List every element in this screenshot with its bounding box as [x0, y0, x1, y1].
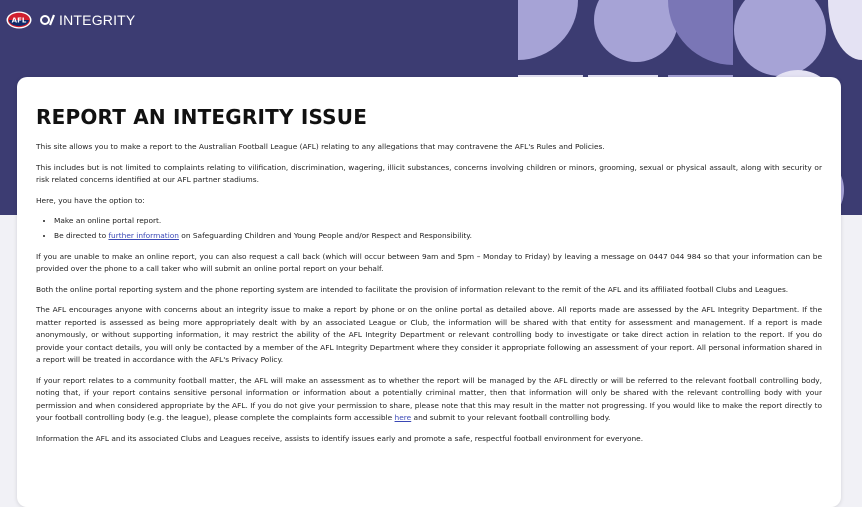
- further-information-link[interactable]: further information: [108, 231, 179, 240]
- community-paragraph: [36, 375, 822, 425]
- integrity-label: INTEGRITY: [59, 12, 136, 28]
- closing-paragraph: Information the AFL and its associated Clubs and Leagues receive, assists to identify issues early and promote a safe, respectful football environment for everyone.: [36, 433, 644, 443]
- page-title: REPORT AN INTEGRITY ISSUE: [36, 105, 368, 129]
- option-online-report: Make an online portal report.: [54, 216, 162, 225]
- afl-logo-link[interactable]: [6, 11, 135, 30]
- options-list: [36, 215, 822, 243]
- integrity-mark: [40, 11, 135, 30]
- community-text: If your report relates to a community football matter, the AFL will make an assessment as to whether the report will be managed by the AFL directly or will be referred to the relevant football controlling body, noting that, if your report contains sensitive personal information or information about a potentially criminal matter, then that information will only be shared with the relevant controlling body with your permission and when considered appropriate by the AFL. If you do not give your permission to share, please note that this may result in the matter not progressing. If you would like to make the report directly to your football controlling body (e.g. the league), please complete the complaints form accessible: [36, 375, 822, 422]
- options-intro: Here, you have the option to:: [36, 195, 145, 205]
- systems-paragraph: Both the online portal reporting system and the phone reporting system are intended to facilitate the provision of information relevant to the remit of the AFL and its affiliated football Clubs and Leagues.: [36, 284, 789, 294]
- option-text: Be directed to: [54, 231, 109, 240]
- scope-paragraph: This includes but is not limited to complaints relating to vilification, discrimination, wagering, illicit substances, concerns involving children or minors, grooming, sexual or physical assault, along with security or risk related concerns identified at our AFL partner stadiums.: [36, 162, 822, 184]
- integrity-symbol-icon: [40, 11, 56, 30]
- afl-logo-icon: [6, 11, 32, 29]
- svg-text:AFL: AFL: [11, 16, 27, 25]
- community-text-tail: and submit to your relevant football controlling body.: [411, 413, 611, 422]
- content-card: [17, 77, 841, 507]
- option-text-tail: on Safeguarding Children and Young People and/or Respect and Responsibility.: [178, 231, 472, 240]
- assessment-paragraph: The AFL encourages anyone with concerns about an integrity issue to make a report by phone or on the online portal as detailed above. All reports made are assessed by the AFL Integrity Department. If the matter reported is assessed as being more appropriately dealt with by an associated League or Club, the information will be shared with that entity for assessment and management. If a report is made anonymously, or without supporting information, it may restrict the ability of the AFL Integrity Department or relevant controlling body to investigate or take direct action in relation to the report. If you do provide your contact details, you will only be contacted by a member of the AFL Integrity Department where they consider it appropriate following an assessment of your report. All personal information shared in a report will be treated in accordance with the AFL's Privacy Policy.: [36, 305, 822, 364]
- intro-paragraph: This site allows you to make a report to the Australian Football League (AFL) relating to any allegations that may contravene the AFL's Rules and Policies.: [36, 142, 605, 151]
- top-bar: [0, 0, 518, 40]
- complaints-form-link[interactable]: here: [394, 413, 412, 422]
- list-item: [54, 215, 822, 228]
- list-item: [54, 230, 822, 243]
- callback-paragraph: If you are unable to make an online report, you can also request a call back (which will occur between 9am and 5pm – Monday to Friday) by leaving a message on 0447 044 984 so that your information can be provided over the phone to a call taker who will submit an online portal report on your behalf.: [36, 251, 822, 273]
